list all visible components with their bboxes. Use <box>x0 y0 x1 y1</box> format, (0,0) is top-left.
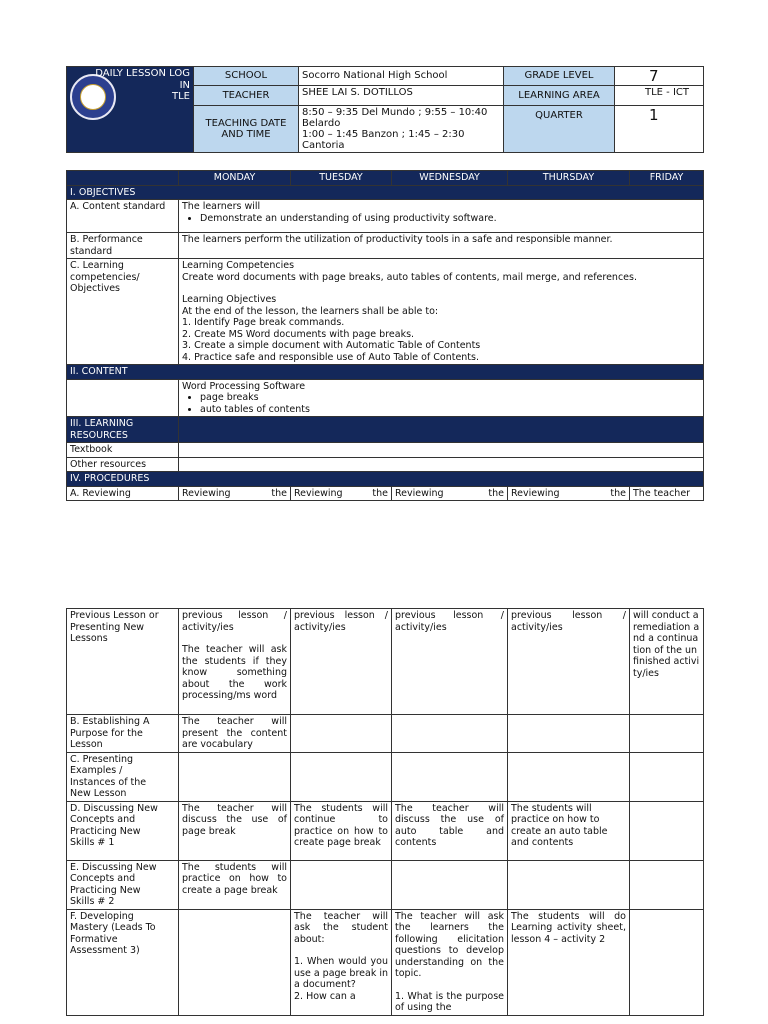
previous-lesson-label <box>67 609 179 715</box>
competencies-label-line2: competencies/ <box>70 271 140 283</box>
reviewing-thursday: Reviewing the <box>508 486 630 501</box>
section-content: II. CONTENT <box>67 365 704 380</box>
performance-standard-label <box>67 233 179 259</box>
content-bullet: • auto tables of contents <box>200 404 700 416</box>
learning-objectives-intro: At the end of the lesson, the learners shall be able to: <box>182 305 439 317</box>
competencies-value <box>179 259 704 365</box>
reviewing-friday: The teacher <box>630 486 704 501</box>
teacher-label: TEACHER <box>194 86 299 106</box>
content-standard-bullet: • Demonstrate an understanding of using productivity software. <box>200 213 700 225</box>
discussing-concepts-2-label-line1: E. Discussing New <box>70 861 157 873</box>
discussing-concepts-2-label-line2: Concepts and <box>70 873 136 884</box>
presenting-examples-monday <box>179 752 291 801</box>
establishing-purpose-monday: The teacher will present the content are vocabulary <box>179 715 291 753</box>
developing-mastery-label-line3: Formative <box>70 933 118 945</box>
content-standard-label: A. Content standard <box>67 200 179 233</box>
content-label-blank <box>67 379 179 417</box>
discussing-concepts-1-monday: The teacher will discuss the use of page break <box>179 801 291 860</box>
developing-mastery-tuesday-p1: The teacher will ask the student about: <box>294 910 388 945</box>
previous-lesson-monday-p1: previous lesson / activity/ies <box>182 610 287 633</box>
school-label: SCHOOL <box>194 67 299 86</box>
presenting-examples-label <box>67 752 179 801</box>
discussing-concepts-1-label-line2: Concepts and <box>70 814 136 825</box>
developing-mastery-monday <box>179 909 291 1015</box>
discussing-concepts-2-thursday <box>508 860 630 909</box>
discussing-concepts-2-label-line4: Skills # 2 <box>70 896 115 907</box>
section-procedures: IV. PROCEDURES <box>67 472 704 487</box>
establishing-purpose-friday <box>630 715 704 753</box>
presenting-examples-label-line1: C. Presenting <box>70 753 134 765</box>
log-title-line3: TLE <box>172 91 190 102</box>
learning-objective-item: 2. Create MS Word documents with page breaks. <box>182 328 415 340</box>
competencies-label-line1: C. Learning <box>70 260 124 271</box>
presenting-examples-thursday <box>508 752 630 801</box>
discussing-concepts-1-label-line1: D. Discussing New <box>70 802 158 814</box>
logo-title-cell <box>67 67 194 153</box>
developing-mastery-tuesday-p2: 1. When would you use a page break in a document? <box>294 956 388 990</box>
content-standard-intro: The learners will <box>182 201 261 212</box>
quarter-value: 1 <box>615 106 704 153</box>
grade-level-value: 7 <box>615 67 704 86</box>
reviewing-wednesday: Reviewing the <box>392 486 508 501</box>
section-resources-line1: III. LEARNING <box>70 418 134 429</box>
establishing-purpose-wednesday <box>392 715 508 753</box>
discussing-concepts-2-tuesday <box>291 860 392 909</box>
log-title-line1: DAILY LESSON LOG <box>95 68 190 79</box>
previous-lesson-monday-p2: The teacher will ask the students if they know something about the work processing/ms word <box>182 644 287 701</box>
developing-mastery-friday <box>630 909 704 1015</box>
discussing-concepts-2-monday: The students will practice on how to create a page break <box>179 860 291 909</box>
section-resources-line2: RESOURCES <box>70 429 128 441</box>
learning-objective-item: 3. Create a simple document with Automatic Table of Contents <box>182 340 481 351</box>
discussing-concepts-1-thursday: The students will practice on how to create an auto table and contents <box>508 801 630 860</box>
establishing-purpose-tuesday <box>291 715 392 753</box>
performance-standard-label-line2: standard <box>70 245 113 257</box>
developing-mastery-label-line2: Mastery (Leads To <box>70 922 156 933</box>
competencies-heading: Learning Competencies <box>182 260 295 271</box>
section-resources <box>67 417 179 443</box>
developing-mastery-tuesday <box>291 909 392 1015</box>
reviewing-monday: Reviewing the <box>179 486 291 501</box>
establishing-purpose-thursday <box>508 715 630 753</box>
teaching-date-label <box>194 106 299 153</box>
teacher-value: SHEE LAI S. DOTILLOS <box>299 86 504 106</box>
reviewing-tuesday: Reviewing the <box>291 486 392 501</box>
competencies-text: Create word documents with page breaks, auto tables of contents, mail merge, and references. <box>182 271 637 283</box>
lesson-table-page2 <box>66 608 704 1016</box>
school-value: Socorro National High School <box>299 67 504 86</box>
previous-lesson-monday <box>179 609 291 715</box>
competencies-label <box>67 259 179 365</box>
discussing-concepts-1-wednesday: The teacher will discuss the use of auto table and contents <box>392 801 508 860</box>
learning-objective-item: 4. Practice safe and responsible use of Auto Table of Contents. <box>182 351 480 363</box>
other-resources-label: Other resources <box>67 457 179 472</box>
grade-level-label: GRADE LEVEL <box>504 67 615 86</box>
content-bullet: • page breaks <box>200 392 700 404</box>
teaching-date-value <box>299 106 504 153</box>
developing-mastery-wednesday-p2: 1. What is the purpose of using the <box>395 990 504 1013</box>
previous-lesson-thursday: previous lesson / activity/ies <box>508 609 630 715</box>
day-header-friday: FRIDAY <box>630 171 704 186</box>
presenting-examples-label-line4: New Lesson <box>70 788 127 799</box>
previous-lesson-friday: will conduct a remediation and a continuation of the unfinished activity/ies <box>630 609 704 715</box>
developing-mastery-tuesday-p3: 2. How can a <box>294 990 356 1002</box>
performance-standard-label-line1: B. Performance <box>70 234 143 245</box>
learning-objective-item: 1. Identify Page break commands. <box>182 317 345 328</box>
discussing-concepts-2-label <box>67 860 179 909</box>
day-header-thursday: THURSDAY <box>508 171 630 186</box>
previous-lesson-wednesday: previous lesson / activity/ies <box>392 609 508 715</box>
establishing-purpose-label-line1: B. Establishing A <box>70 716 150 727</box>
presenting-examples-tuesday <box>291 752 392 801</box>
developing-mastery-label <box>67 909 179 1015</box>
developing-mastery-thursday: The students will do Learning activity sheet, lesson 4 – activity 2 <box>508 909 630 1015</box>
day-header-tuesday: TUESDAY <box>291 171 392 186</box>
establishing-purpose-label-line2: Purpose for the <box>70 727 143 739</box>
discussing-concepts-2-wednesday <box>392 860 508 909</box>
content-title: Word Processing Software <box>182 380 306 392</box>
section-objectives: I. OBJECTIVES <box>67 185 704 200</box>
date-line-1: 8:50 – 9:35 Del Mundo ; 9:55 – 10:40 <box>302 107 488 118</box>
teaching-date-label-line1: TEACHING DATE <box>205 117 287 129</box>
discussing-concepts-2-label-line3: Practicing New <box>70 884 141 896</box>
performance-standard-value: The learners perform the utilization of productivity tools in a safe and responsible manner. <box>179 233 704 259</box>
establishing-purpose-label-line3: Lesson <box>70 739 103 750</box>
previous-lesson-label-line1: Previous Lesson or <box>70 610 159 621</box>
competencies-label-line3: Objectives <box>70 283 120 294</box>
establishing-purpose-label <box>67 715 179 753</box>
presenting-examples-label-line2: Examples / <box>70 765 123 776</box>
date-line-4: Cantoria <box>302 140 345 151</box>
developing-mastery-wednesday-p1: The teacher will ask the learners the following elicitation questions to develop understanding on the topic. <box>395 910 504 979</box>
discussing-concepts-2-friday <box>630 860 704 909</box>
learning-objectives-heading: Learning Objectives <box>182 294 277 305</box>
presenting-examples-wednesday <box>392 752 508 801</box>
date-line-2: Belardo <box>302 118 341 129</box>
presenting-examples-label-line3: Instances of the <box>70 776 147 788</box>
log-title-line2: IN <box>179 79 190 91</box>
date-line-3: 1:00 – 1:45 Banzon ; 1:45 – 2:30 <box>302 129 465 140</box>
day-header-wednesday: WEDNESDAY <box>392 171 508 186</box>
learning-area-value: TLE - ICT <box>615 86 704 106</box>
section-resources-fill <box>179 417 704 443</box>
presenting-examples-friday <box>630 752 704 801</box>
content-value <box>179 379 704 417</box>
discussing-concepts-1-label <box>67 801 179 860</box>
discussing-concepts-1-label-line3: Practicing New <box>70 825 141 837</box>
textbook-value <box>179 443 704 458</box>
day-header-blank <box>67 171 179 186</box>
quarter-label: QUARTER <box>504 106 615 153</box>
header-table <box>66 66 704 153</box>
reviewing-label: A. Reviewing <box>67 486 179 501</box>
previous-lesson-tuesday: previous lesson / activity/ies <box>291 609 392 715</box>
developing-mastery-label-line1: F. Developing <box>70 910 134 922</box>
previous-lesson-label-line3: Lessons <box>70 633 108 644</box>
teaching-date-label-line2: AND TIME <box>221 129 271 140</box>
developing-mastery-label-line4: Assessment 3) <box>70 945 140 956</box>
developing-mastery-wednesday <box>392 909 508 1015</box>
textbook-label: Textbook <box>67 443 179 458</box>
content-standard-value <box>179 200 704 233</box>
lesson-table-page1 <box>66 170 704 501</box>
discussing-concepts-1-tuesday: The students will continue to practice on how to create page break <box>291 801 392 860</box>
day-header-monday: MONDAY <box>179 171 291 186</box>
other-resources-value <box>179 457 704 472</box>
discussing-concepts-1-friday <box>630 801 704 860</box>
previous-lesson-label-line2: Presenting New <box>70 621 145 633</box>
discussing-concepts-1-label-line4: Skills # 1 <box>70 837 115 848</box>
learning-area-label: LEARNING AREA <box>504 86 615 106</box>
